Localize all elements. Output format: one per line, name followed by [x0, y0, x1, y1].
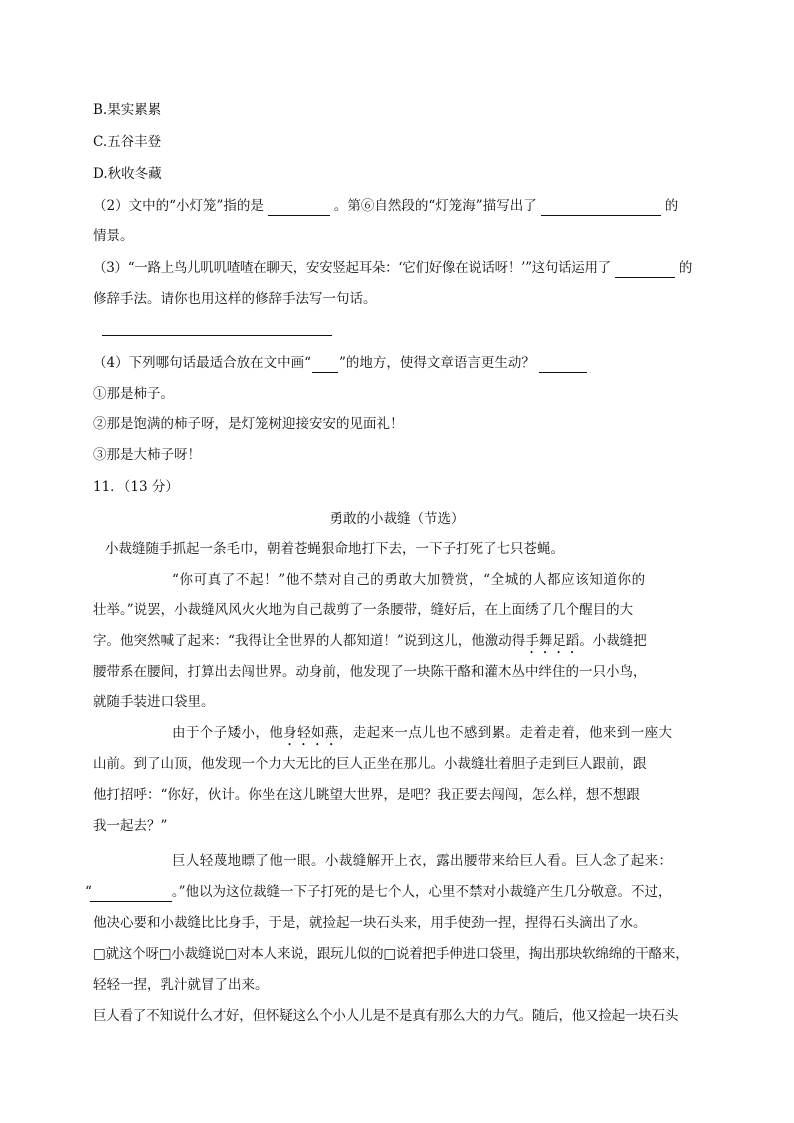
passage-p4-text-b: 。”他以为这位裁缝一下子打死的是七个人，心里不禁对小裁缝产生几分敬意。不过， — [171, 884, 672, 900]
question-2-line-2: 情景。 — [93, 228, 134, 244]
passage-p2-line-4: 腰带系在腰间，打算出去闯世界。动身前，他发现了一块陈干酪和灌木丛中绊住的一只小鸟， — [93, 664, 647, 680]
question-4-line — [93, 353, 591, 373]
answer-line[interactable] — [102, 335, 332, 336]
emphasized-word: 手舞足蹈 — [525, 633, 580, 649]
passage-p2-line-1: “你可真了不起！”他不禁对自己的勇敢大加赞赏，“全城的人都应该知道你的 — [172, 572, 646, 588]
passage-p1: 小裁缝随手抓起一条毛巾，朝着苍蝇狠命地打下去，一下子打死了七只苍蝇。 — [105, 541, 564, 557]
passage-p2-text-b: 。小裁缝把 — [579, 633, 647, 649]
option-d: D.秋收冬藏 — [93, 166, 162, 182]
question-4-option-1: ①那是柿子。 — [93, 386, 174, 402]
passage-p4-quote-open: “ — [85, 884, 92, 900]
question-4-option-2: ②那是饱满的柿子呀，是灯笼树迎接安安的见面礼！ — [93, 416, 404, 432]
question-4-option-3: ③那是大柿子呀！ — [93, 447, 201, 463]
question-4-text-b: ”的地方，使得文章语言更生动？ — [339, 355, 535, 371]
passage-p3-line-2: 山前。到了山顶，他发现一个力大无比的巨人正坐在那儿。小裁缝壮着胆子走到巨人跟前，跟 — [93, 756, 647, 772]
answer-blank[interactable] — [90, 887, 172, 902]
passage-p2-text-a: 字。他突然喊了起来：“我得让全世界的人都知道！”说到这儿，他激动得 — [93, 633, 526, 649]
question-3-text-a: （3）“一路上鸟儿叽叽喳喳在聊天，安安竖起耳朵：‘它们好像在说话呀！’”这句话运用了 — [93, 260, 611, 276]
passage-title: 勇敢的小裁缝（节选） — [329, 511, 465, 527]
question-2-text-a: （2）文中的“小灯笼”指的是 — [93, 198, 264, 214]
passage-p4-line-1: 巨人轻蔑地瞟了他一眼。小裁缝解开上衣，露出腰带来给巨人看。巨人念了起来： — [172, 853, 673, 869]
passage-p3-line-1 — [172, 723, 672, 749]
question-4-text-a: （4）下列哪句话最适合放在文中画“ — [93, 355, 311, 371]
question-2-text-c: 的 — [664, 198, 679, 214]
question-2-line-1 — [93, 196, 678, 216]
passage-p5-line-2: 轻轻一捏，乳汁就冒了出来。 — [93, 977, 269, 993]
passage-p6-line-1: 巨人看了不知说什么才好，但怀疑这么个小人儿是不是真有那么大的力气。随后，他又捡起一块石头 — [93, 1008, 679, 1024]
option-c: C.五谷丰登 — [93, 134, 162, 150]
question-11-header: 11．（13 分） — [93, 479, 179, 495]
answer-blank[interactable] — [615, 263, 675, 278]
answer-blank[interactable] — [539, 358, 587, 373]
passage-p5-line-1: □就这个呀□小裁缝说□对本人来说，跟玩儿似的□说着把手伸进口袋里，掏出那块软绵绵的干酪来， — [93, 946, 689, 962]
question-2-text-b: 。第⑥自然段的“灯笼海”描写出了 — [333, 198, 537, 214]
passage-p4-line-3: 他决心要和小裁缝比比身手，于是，就捡起一块石头来，用手使劲一捏，捏得石头滴出了水。 — [93, 915, 647, 931]
answer-blank[interactable] — [541, 201, 661, 216]
passage-p2-line-5: 就随手装进口袋里。 — [93, 694, 215, 710]
emphasized-word: 身轻如燕 — [283, 725, 339, 741]
passage-p3-line-4: 我一起去？” — [93, 818, 168, 834]
answer-blank[interactable] — [268, 201, 330, 216]
question-3-line-2: 修辞手法。请你也用这样的修辞手法写一句话。 — [93, 291, 377, 307]
passage-p3-line-3: 他打招呼：“你好，伙计。你坐在这儿眺望大世界，是吧？我正要去闯闯，怎么样，想不想跟 — [93, 787, 640, 803]
passage-p3-text-b: ，走起来一点儿也不感到累。走着走着，他来到一座大 — [338, 725, 673, 741]
question-3-text-b: 的 — [678, 260, 693, 276]
passage-p3-text-a: 由于个子矮小，他 — [172, 725, 284, 741]
passage-p2-line-2: 壮举。”说罢，小裁缝风风火火地为自己裁剪了一条腰带，缝好后，在上面绣了几个醒目的大 — [93, 602, 634, 618]
text-marker-blank — [312, 358, 338, 373]
question-3-line-1 — [93, 258, 692, 278]
passage-p4-line-2 — [85, 882, 672, 902]
option-b: B.果实累累 — [93, 102, 162, 118]
passage-p2-line-3 — [93, 631, 647, 657]
